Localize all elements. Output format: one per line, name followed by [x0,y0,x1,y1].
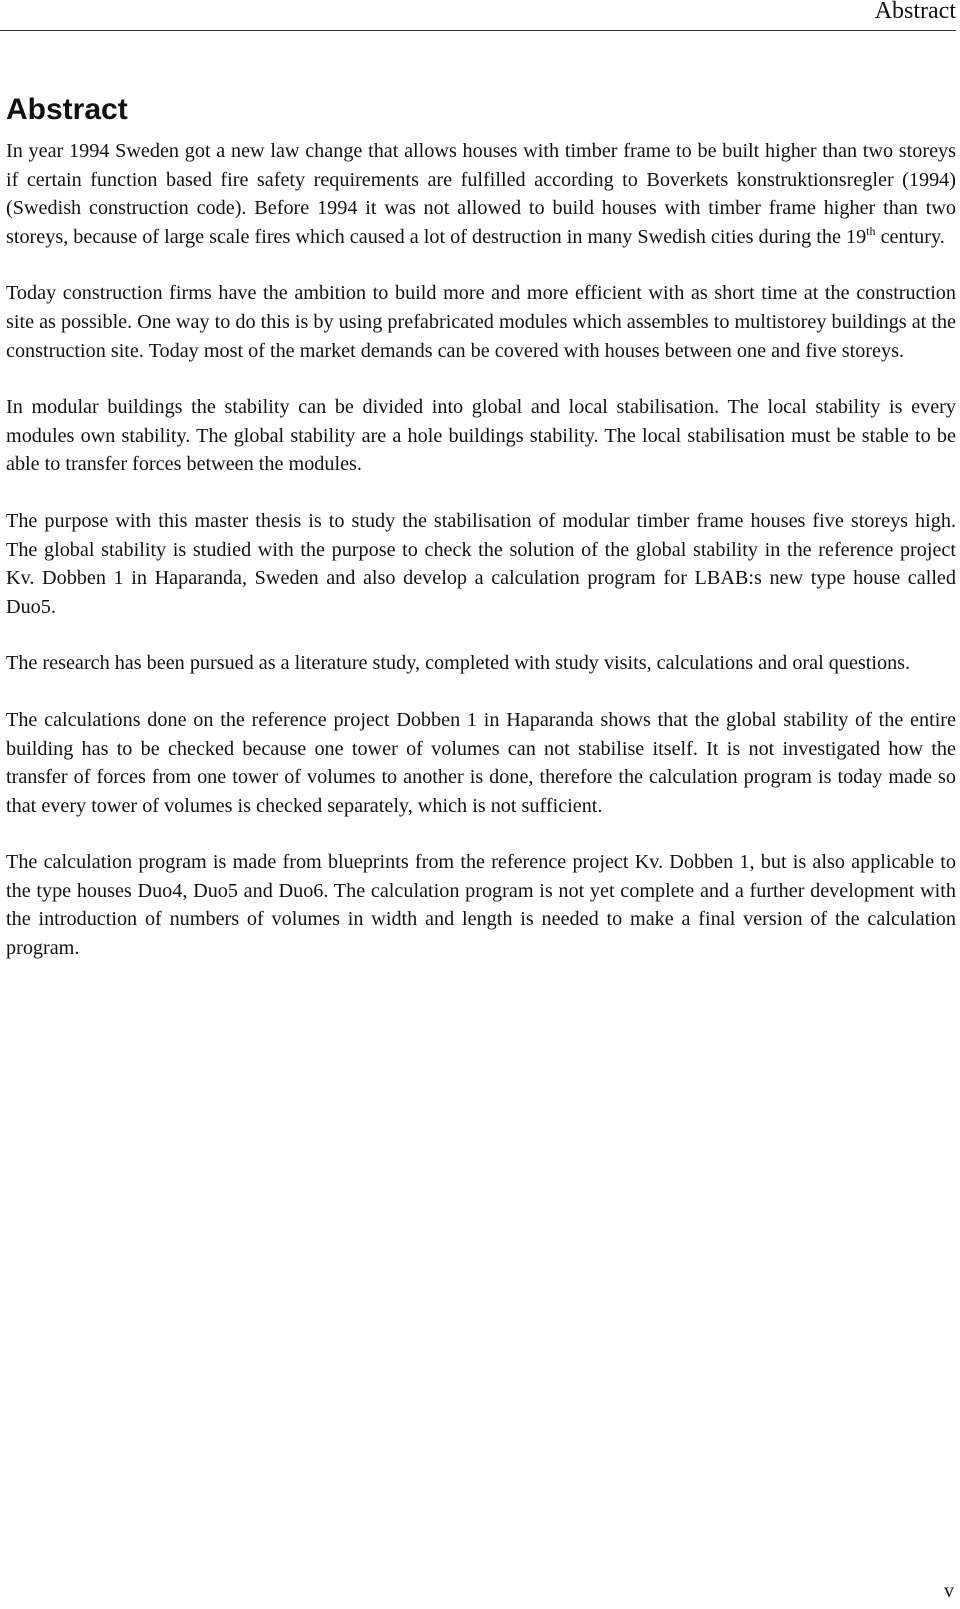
running-header [0,0,956,31]
page-number: v [944,1580,954,1602]
paragraph-7: The calculation program is made from blueprints from the reference project Kv. Dobben 1, but is also applicable to the type houses Duo4, Duo5 and Duo6. The calculation program is not yet complete and a further development with the introduction of numbers of volumes in width and length is needed to make a final version of the calculation program. [6,851,956,960]
paragraph-6: The calculations done on the reference project Dobben 1 in Haparanda shows that the global stability of the entire building has to be checked because one tower of volumes can not stabilise itself. It is not investigated how the transfer of forces from one tower of volumes to another is done, therefore the calculation program is today made so that every tower of volumes is checked separately, which is not sufficient. [6,708,956,817]
paragraph-1-text: In year 1994 Sweden got a new law change that allows houses with timber frame to be built higher than two storeys if certain function based fire safety requirements are fulfilled according to Boverkets konstruktionsregler (1994) (Swedish construction code). Before 1994 it was not allowed to build houses with timber frame higher than two storeys, because of large scale fires which caused a lot of destruction in many Swedish cities during the 19 [6,140,956,248]
section-heading: Abstract [6,93,128,126]
paragraph-4: The purpose with this master thesis is to study the stabilisation of modular timber frame houses five storeys high. The global stability is studied with the purpose to check the solution of the global stability in the reference project Kv. Dobben 1 in Haparanda, Sweden and also develop a calculation program for LBAB:s new type house called Duo5. [6,509,956,618]
paragraph-2: Today construction firms have the ambition to build more and more efficient with as short time at the construction site as possible. One way to do this is by using prefabricated modules which assembles to multistorey buildings at the construction site. Today most of the market demands can be covered with houses between one and five storeys. [6,282,956,362]
abstract-body [6,137,956,991]
paragraph-1 [6,137,956,251]
paragraph-5: The research has been pursued as a literature study, completed with study visits, calculations and oral questions. [6,652,911,675]
paragraph-3: In modular buildings the stability can be divided into global and local stabilisation. The local stability is every modules own stability. The global stability are a hole buildings stability. The local stabilisation must be stable to be able to transfer forces between the modules. [6,396,956,476]
running-header-title: Abstract [874,0,956,24]
ordinal-superscript: th [866,223,876,238]
paragraph-1-text-end: century. [875,225,945,248]
